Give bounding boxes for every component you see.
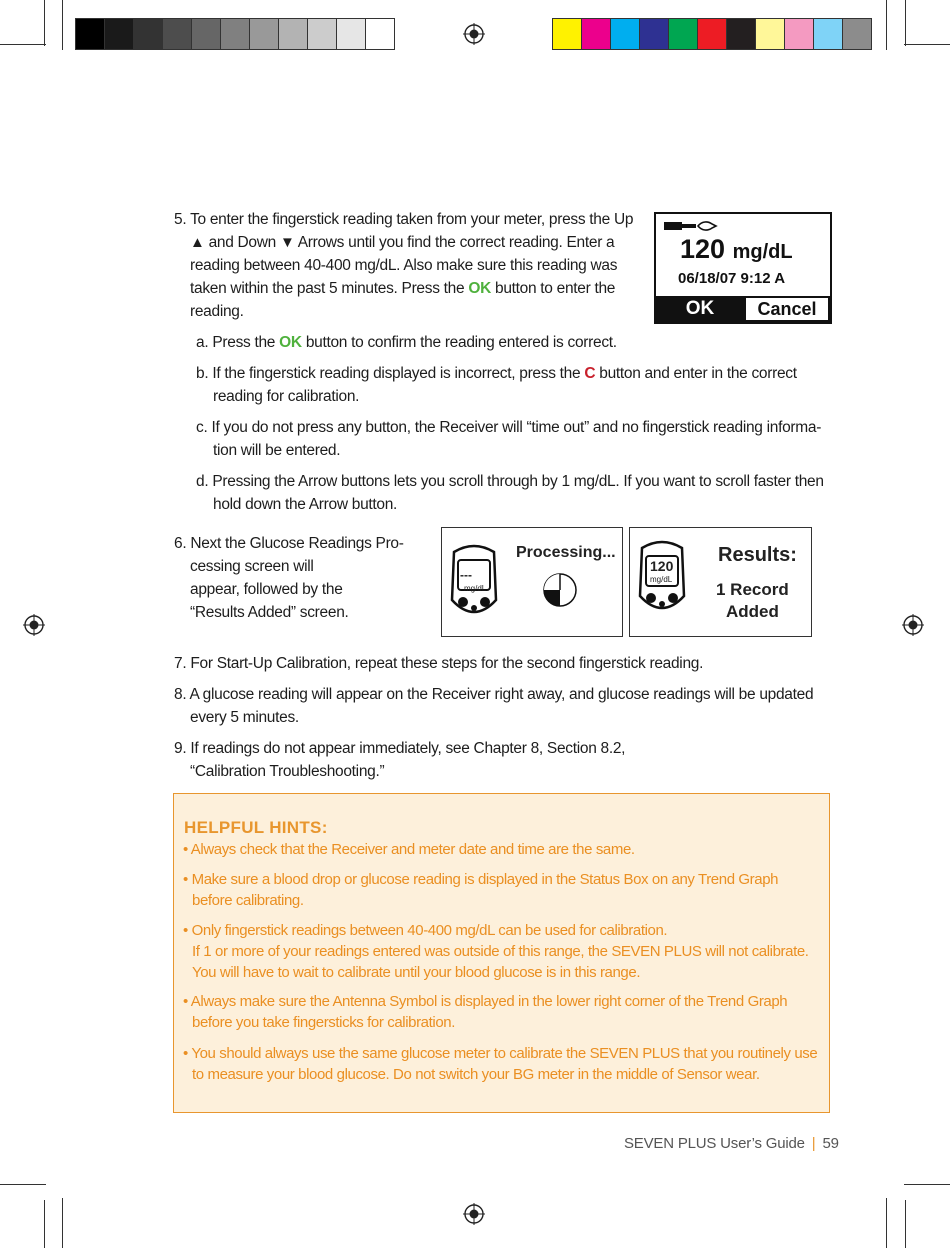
- step-5: [174, 208, 633, 323]
- helpful-hints-title: HELPFUL HINTS:: [184, 818, 328, 837]
- step-5a: a. Press the OK button to confirm the reading entered is correct.: [196, 334, 617, 351]
- processing-title: Processing...: [516, 544, 616, 561]
- receiver-device-icon: [448, 542, 500, 622]
- step-5b: b. If the fingerstick reading displayed is incorrect, press the C button and enter in the correct reading for calibration.: [196, 365, 797, 405]
- gray-swatch: [76, 19, 105, 49]
- step-7: 7. For Start-Up Calibration, repeat these steps for the second fingerstick reading.: [174, 655, 704, 672]
- step-5d: d. Pressing the Arrow buttons lets you scroll through by 1 mg/dL. If you want to scroll faster then hold down the Arrow button.: [196, 473, 824, 513]
- registration-mark-right-icon: [902, 614, 924, 636]
- registration-mark-top-icon: [463, 23, 485, 45]
- up-arrow-icon: ▲: [190, 234, 205, 251]
- color-swatch: [698, 19, 727, 49]
- meter-value: 120: [650, 558, 674, 574]
- step-8: 8. A glucose reading will appear on the Receiver right away, and glucose readings will be updated every 5 minutes.: [174, 686, 814, 726]
- receiver-entry-screen: [654, 212, 832, 324]
- results-screen: [629, 527, 812, 637]
- page-footer: [624, 1135, 839, 1152]
- gray-swatch: [308, 19, 337, 49]
- meter-unit: mg/dL: [464, 584, 487, 593]
- reading-datetime: 06/18/07 9:12 A: [678, 270, 786, 287]
- gray-swatch: [366, 19, 394, 49]
- gray-swatch: [105, 19, 134, 49]
- gray-swatch: [134, 19, 163, 49]
- ok-keyword: OK: [468, 280, 491, 297]
- results-added: Added: [726, 602, 779, 621]
- step-5-line-4: [174, 277, 633, 300]
- color-swatch: [640, 19, 669, 49]
- page-number: 59: [822, 1135, 839, 1152]
- gray-swatch: [337, 19, 366, 49]
- color-swatch: [814, 19, 843, 49]
- footer-separator: |: [811, 1135, 816, 1152]
- hint-4: • Always make sure the Antenna Symbol is displayed in the lower right corner of the Trend Graph before you take fingersticks for calibration.: [183, 993, 788, 1031]
- reading-unit: mg/dL: [732, 241, 793, 263]
- gray-swatch: [192, 19, 221, 49]
- hint-1: • Always check that the Receiver and meter date and time are the same.: [183, 841, 635, 858]
- helpful-hints-box: [173, 793, 830, 1113]
- grayscale-color-bar: [75, 18, 395, 50]
- gray-swatch: [279, 19, 308, 49]
- guide-title: SEVEN PLUS User’s Guide: [624, 1135, 805, 1152]
- progress-pie-icon: [542, 572, 578, 608]
- fingerstick-meter-icon: [662, 218, 720, 234]
- color-swatch: [553, 19, 582, 49]
- reading-value: 120 mg/dL: [680, 234, 793, 264]
- ok-softkey: OK: [685, 298, 715, 319]
- step-5-line-1: [174, 208, 633, 231]
- step-5-text: button to enter the: [495, 280, 616, 297]
- step-5-line-5: reading.: [190, 303, 244, 320]
- registration-mark-bottom-icon: [463, 1203, 485, 1225]
- step-number: 5.: [174, 211, 187, 228]
- results-title: Results:: [718, 544, 797, 566]
- step-5-line-2: [174, 231, 633, 254]
- meter-unit: mg/dL: [650, 575, 673, 584]
- meter-value: ---: [460, 568, 472, 582]
- process-color-bar: [552, 18, 872, 50]
- step-9: 9. If readings do not appear immediately, see Chapter 8, Section 8.2, “Calibration Troubleshooting.”: [174, 740, 626, 780]
- results-record-count: 1 Record: [716, 580, 789, 599]
- color-swatch: [843, 19, 871, 49]
- color-swatch: [785, 19, 814, 49]
- step-5-line-3: reading between 40-400 mg/dL. Also make sure this reading was: [190, 257, 618, 274]
- hint-5: • You should always use the same glucose meter to calibrate the SEVEN PLUS that you routinely use to measure your blood glucose. Do not switch your BG meter in the middle of Sensor wear.: [183, 1045, 818, 1083]
- ok-keyword: OK: [279, 334, 302, 351]
- color-swatch: [727, 19, 756, 49]
- step-5-text: taken within the past 5 minutes. Press the: [190, 280, 465, 297]
- color-swatch: [756, 19, 785, 49]
- step-5-text: and Down: [208, 234, 276, 251]
- gray-swatch: [163, 19, 192, 49]
- step-5-text: To enter the fingerstick reading taken from your meter, press the Up: [190, 211, 634, 228]
- gray-swatch: [221, 19, 250, 49]
- color-swatch: [582, 19, 611, 49]
- cancel-softkey: Cancel: [746, 298, 828, 320]
- step-6: 6. Next the Glucose Readings Pro- cessing screen will appear, followed by the “Results Added” screen.: [174, 535, 404, 621]
- color-swatch: [669, 19, 698, 49]
- registration-mark-left-icon: [23, 614, 45, 636]
- down-arrow-icon: ▼: [279, 234, 295, 251]
- color-swatch: [611, 19, 640, 49]
- hint-2: • Make sure a blood drop or glucose reading is displayed in the Status Box on any Trend Graph before calibrating.: [183, 871, 779, 909]
- gray-swatch: [250, 19, 279, 49]
- step-5c: c. If you do not press any button, the Receiver will “time out” and no fingerstick reading informa- tion will be entered.: [196, 419, 822, 459]
- softkey-bar: [656, 296, 830, 322]
- processing-screen: [441, 527, 623, 637]
- hint-3: • Only fingerstick readings between 40-400 mg/dL can be used for calibration. If 1 or more of your readings entered was outside of this range, the SEVEN PLUS will not calibrate. You will have to wait to calibrate until your blood glucose is in this range.: [183, 922, 809, 981]
- c-button-keyword: C: [584, 365, 596, 382]
- step-5-text: Arrows until you find the correct reading. Enter a: [297, 234, 615, 251]
